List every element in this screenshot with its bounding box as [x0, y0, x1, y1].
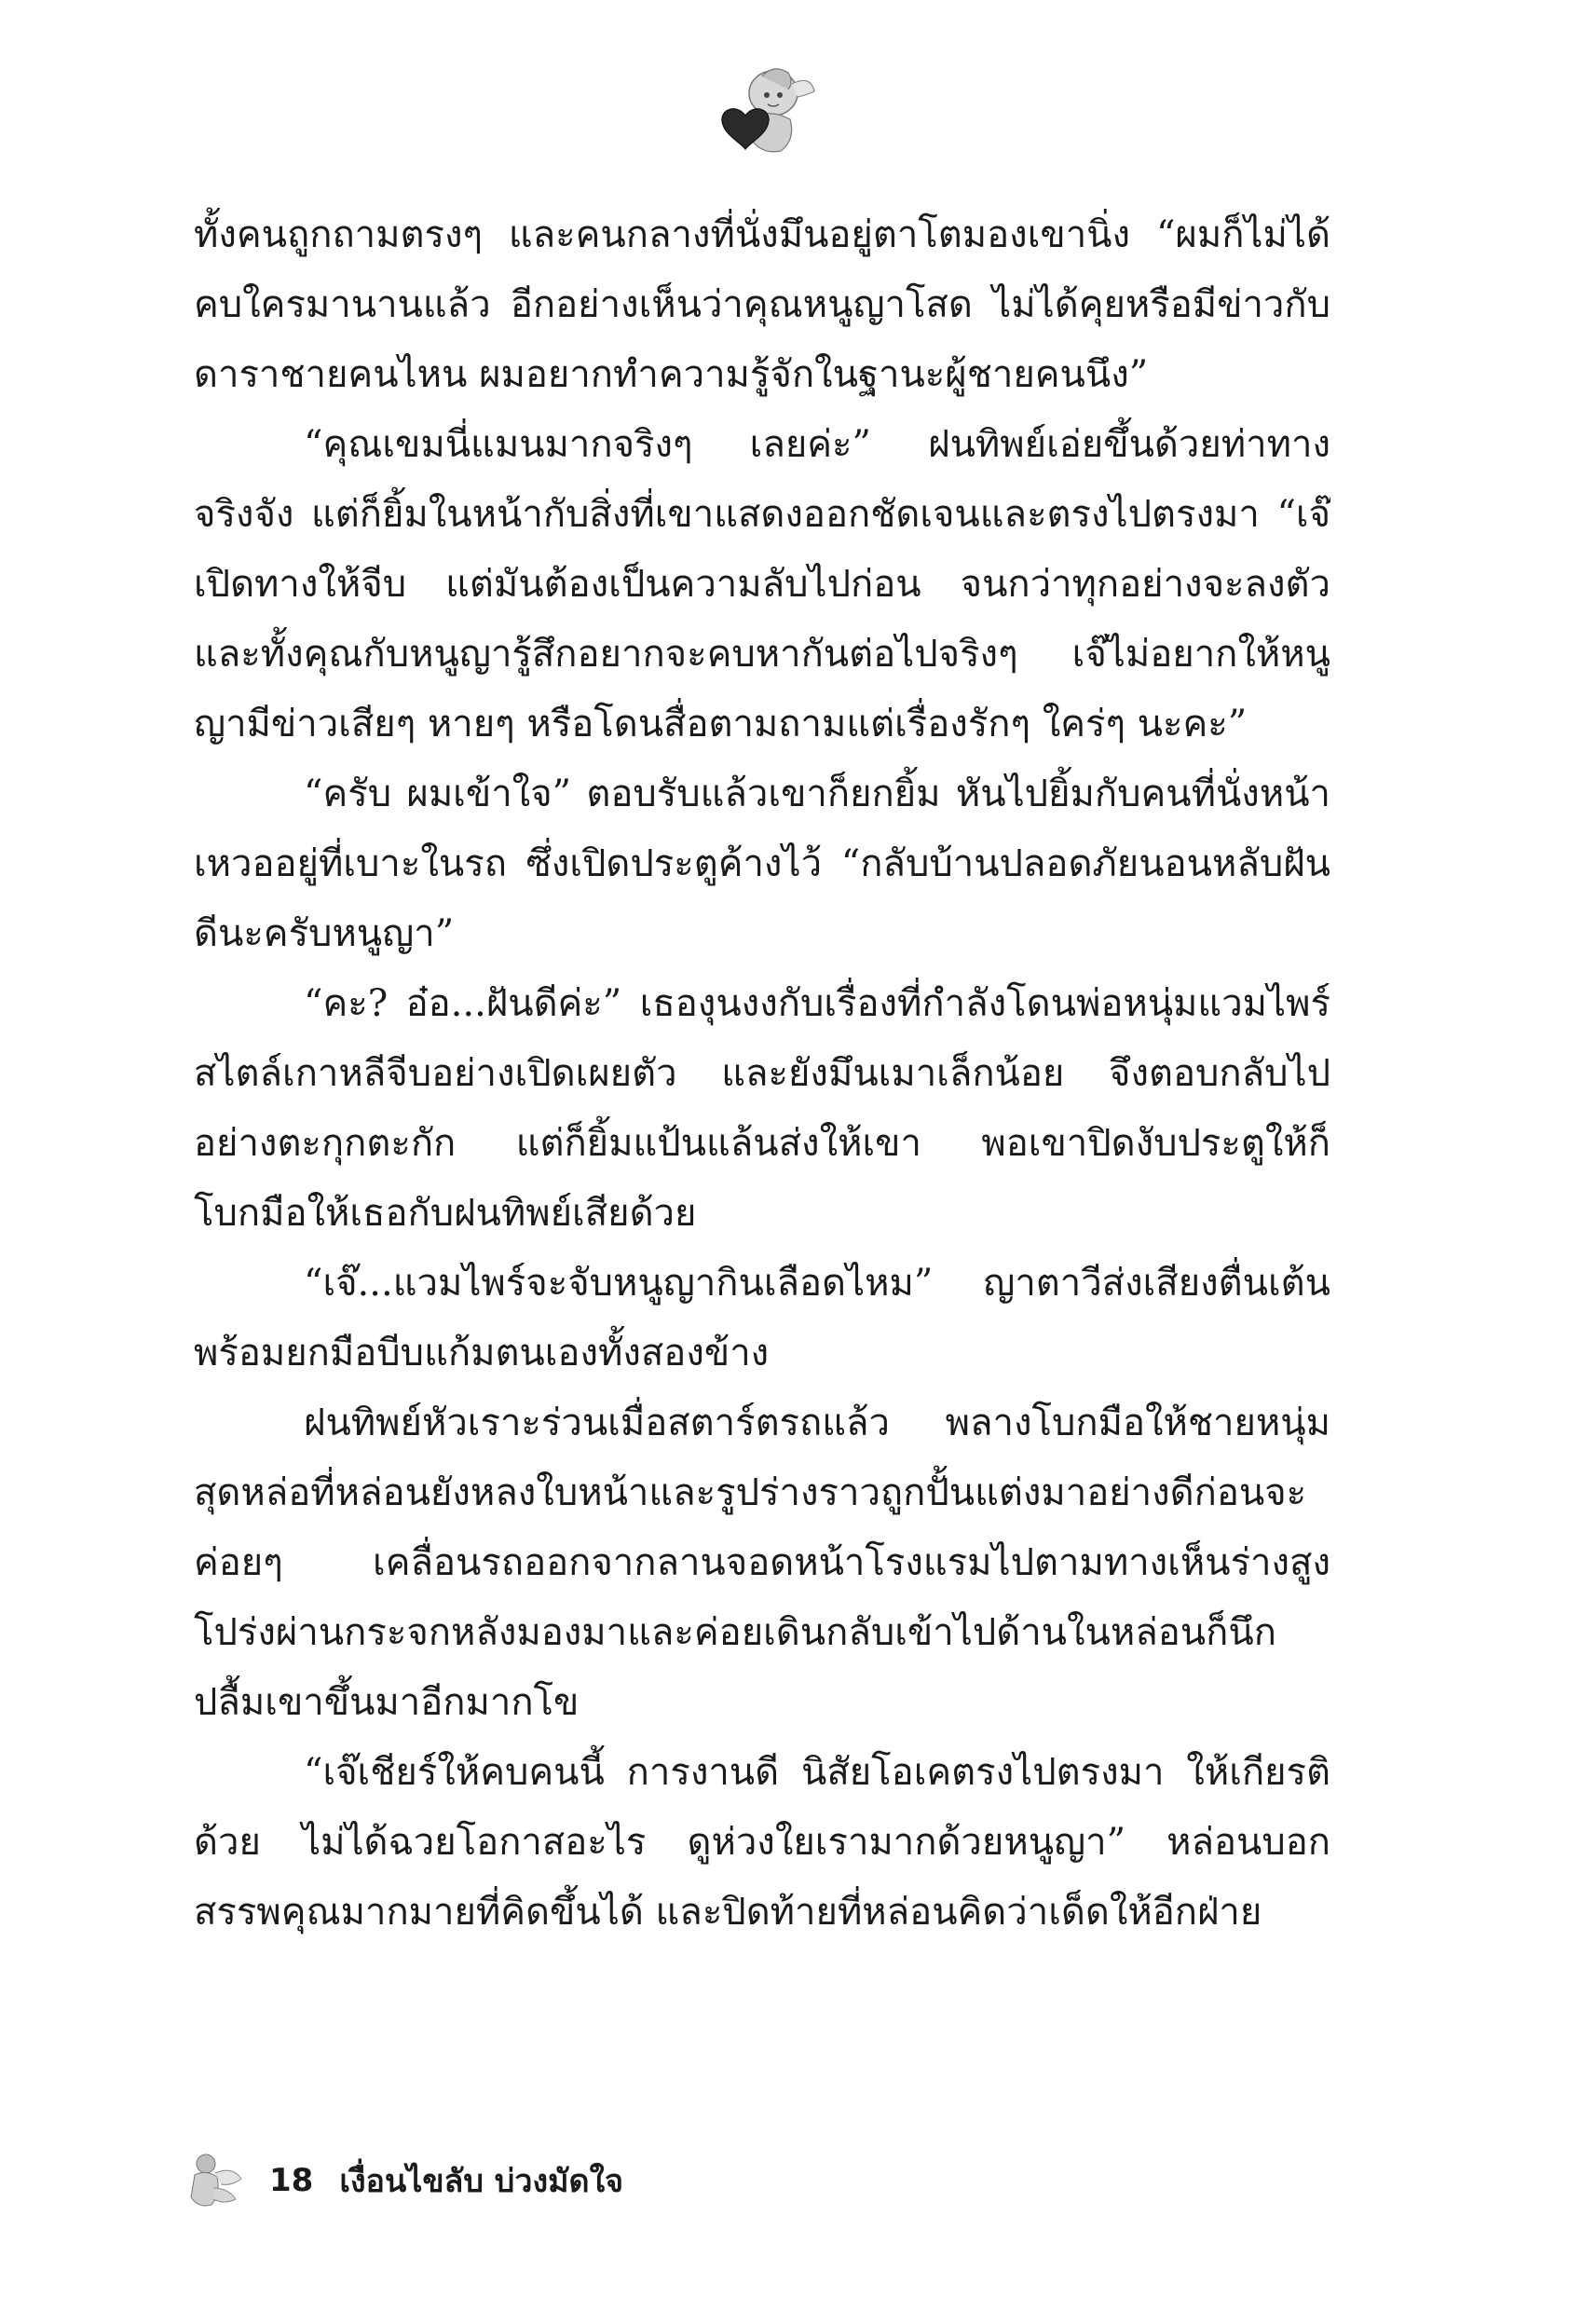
- paragraph-3: “ครับ ผมเข้าใจ” ตอบรับแล้วเขาก็ยกยิ้ม หันไปยิ้มกับคนที่นั่งหน้าเหวออยู่ที่เบาะในรถ ซึ่งเปิดประตูค้างไว้ “กลับบ้านปลอดภัยนอนหลับฝันดีนะครับหนูญา”: [194, 773, 1330, 955]
- paragraph-2: “คุณเขมนี่แมนมากจริงๆ เลยค่ะ” ฝนทิพย์เอ่ยขึ้นด้วยท่าทางจริงจัง แต่ก็ยิ้มในหน้ากับสิ่งที่เขาแสดงออกชัดเจนและตรงไปตรงมา “เจ๊เปิดทางให้จีบ แต่มันต้องเป็นความลับไปก่อน จนกว่าทุกอย่างจะลงตัว และทั้งคุณกับหนูญารู้สึกอยากจะคบหากันต่อไปจริงๆ เจ๊ไม่อยากให้หนูญามีข่าวเสียๆ หายๆ หรือโดนสื่อตามถามแต่เรื่องรักๆ ใคร่ๆ นะคะ”: [194, 423, 1330, 745]
- angel-figure-icon: [182, 2147, 249, 2214]
- book-title: เงื่อนไขลับ บ่วงมัดใจ: [339, 2163, 624, 2200]
- page-number: 18: [269, 2162, 314, 2199]
- cupid-with-heart-icon: [708, 56, 820, 158]
- paragraph-6: ฝนทิพย์หัวเราะร่วนเมื่อสตาร์ตรถแล้ว พลางโบกมือให้ชายหนุ่มสุดหล่อที่หล่อนยังหลงใบหน้าและรูปร่างราวถูกปั้นแต่งมาอย่างดีก่อนจะค่อยๆ เคลื่อนรถออกจากลานจอดหน้าโรงแรมไปตามทางเห็นร่างสูงโปร่งผ่านกระจกหลังมองมาและค่อยเดินกลับเข้าไปด้านในหล่อนก็นึกปลื้มเขาขึ้นมาอีกมากโข: [194, 1402, 1330, 1724]
- paragraph-1: ทั้งคนถูกถามตรงๆ และคนกลางที่นั่งมึนอยู่ตาโตมองเขานิ่ง “ผมก็ไม่ได้คบใครมานานแล้ว อีกอย่างเห็นว่าคุณหนูญาโสด ไม่ได้คุยหรือมีข่าวกับดาราชายคนไหน ผมอยากทำความรู้จักในฐานะผู้ชายคนนึง”: [194, 213, 1330, 396]
- paragraph-5: “เจ๊...แวมไพร์จะจับหนูญากินเลือดไหม” ญาตาวีส่งเสียงตื่นเต้นพร้อมยกมือบีบแก้มตนเองทั้งสองข้าง: [194, 1262, 1330, 1374]
- paragraph-7: “เจ๊เชียร์ให้คบคนนี้ การงานดี นิสัยโอเคตรงไปตรงมา ให้เกียรติด้วย ไม่ได้ฉวยโอกาสอะไร ดูห่วงใยเรามากด้วยหนูญา” หล่อนบอกสรรพคุณมากมายที่คิดขึ้นได้ และปิดท้ายที่หล่อนคิดว่าเด็ดให้อีกฝ่าย: [194, 1751, 1330, 1934]
- page-footer: [182, 2143, 927, 2218]
- paragraph-4: “คะ? อ๋อ...ฝันดีค่ะ” เธองุนงงกับเรื่องที่กำลังโดนพ่อหนุ่มแวมไพร์สไตล์เกาหลีจีบอย่างเปิดเผยตัว และยังมึนเมาเล็กน้อย จึงตอบกลับไปอย่างตะกุกตะกัก แต่ก็ยิ้มแป้นแล้นส่งให้เขา พอเขาปิดงับประตูให้ก็โบกมือให้เธอกับฝนทิพย์เสียด้วย: [194, 982, 1330, 1235]
- body-text: [194, 200, 1330, 2101]
